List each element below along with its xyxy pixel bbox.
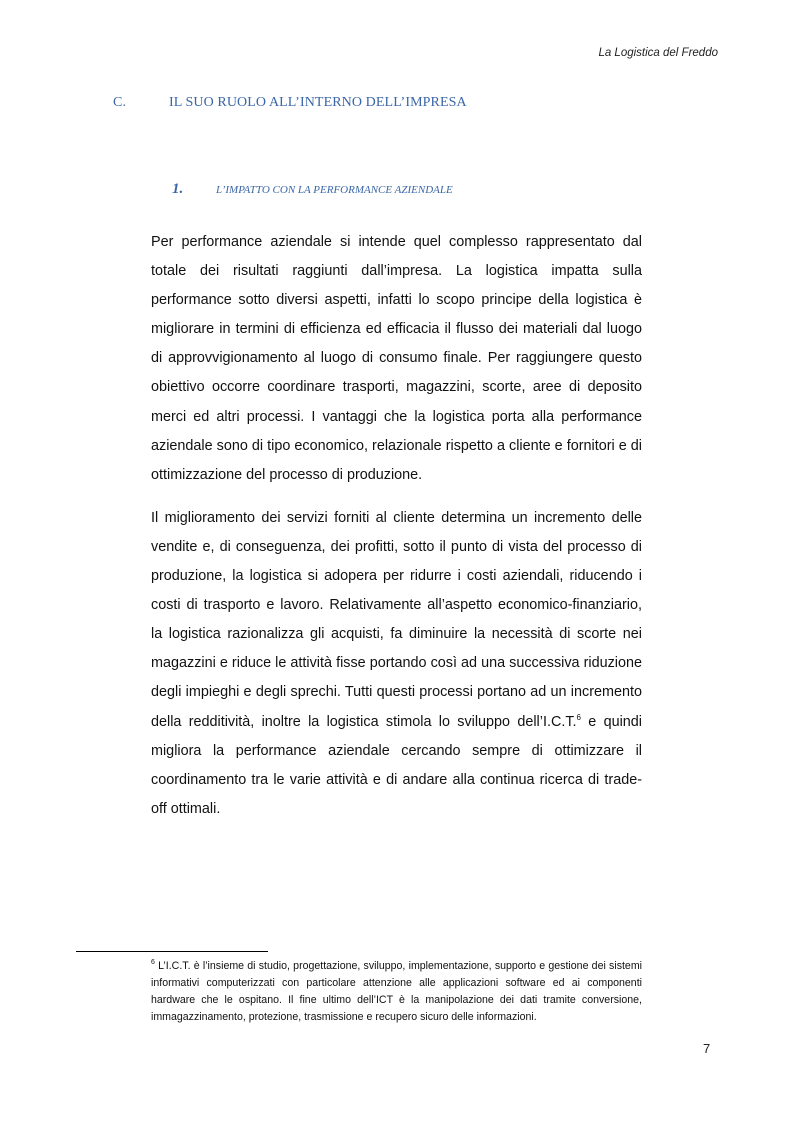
body-text xyxy=(151,228,642,838)
footnote xyxy=(151,958,642,1026)
running-header-title: La Logistica del Freddo xyxy=(598,47,718,59)
subsection-title: L’IMPATTO CON LA PERFORMANCE AZIENDALE xyxy=(216,184,453,196)
section-number: C. xyxy=(113,95,127,110)
section-heading xyxy=(113,95,467,111)
subsection-number: 1. xyxy=(172,181,184,197)
subsection-heading xyxy=(172,180,453,198)
paragraph-2-text-after-ref: e quindi migliora la performance aziendale cercando sempre di ottimizzare il coordinamento tra le varie attività e di andare alla continua ricerca di trade-off ottimali. xyxy=(151,713,642,817)
footnote-marker: 6 xyxy=(151,959,155,966)
footnote-separator xyxy=(76,951,268,952)
footnote-reference[interactable]: 6 xyxy=(576,712,581,722)
paragraph-2 xyxy=(151,504,642,824)
page-number: 7 xyxy=(703,1041,711,1056)
paragraph-2-text-before-ref: Il miglioramento dei servizi forniti al cliente determina un incremento delle vendite e, di conseguenza, dei profitti, sotto il punto di vista del processo di produzione, la logistica si adopera per ridurre i costi aziendali, riducendo i costi di trasporto e lavoro. Relativamente all’aspetto economico-finanziario, la logistica razionalizza gli acquisti, fa diminuire la necessità di scorte nei magazzini e riduce le attività fisse portando così ad una successiva riduzione degli impieghi e degli sprechi. Tutti questi processi portano ad un incremento della redditività, inoltre la logistica stimola lo sviluppo dell’I.C.T. xyxy=(151,509,642,730)
footnote-text: L’I.C.T. è l’insieme di studio, progettazione, sviluppo, implementazione, supporto e gestione dei sistemi informativi computerizzati con particolare attenzione alle applicazioni software ed ai componenti hardware che le ospitano. Il fine ultimo dell’ICT è la manipolazione dei dati tramite conversione, immagazzinamento, protezione, trasmissione e recupero sicuro delle informazioni. xyxy=(151,960,642,1023)
paragraph-1: Per performance aziendale si intende quel complesso rappresentato dal totale dei risultati raggiunti dall’impresa. La logistica impatta sulla performance sotto diversi aspetti, infatti lo scopo principe della logistica è migliorare in termini di efficienza ed efficacia il flusso dei materiali dal luogo di approvvigionamento al luogo di consumo finale. Per raggiungere questo obiettivo occorre coordinare trasporti, magazzini, scorte, aree di deposito merci ed altri processi. I vantaggi che la logistica porta alla performance aziendale sono di tipo economico, relazionale rispetto a cliente e fornitori e di ottimizzazione del processo di produzione. xyxy=(151,234,642,483)
section-title: IL SUO RUOLO ALL’INTERNO DELL’IMPRESA xyxy=(169,95,467,110)
